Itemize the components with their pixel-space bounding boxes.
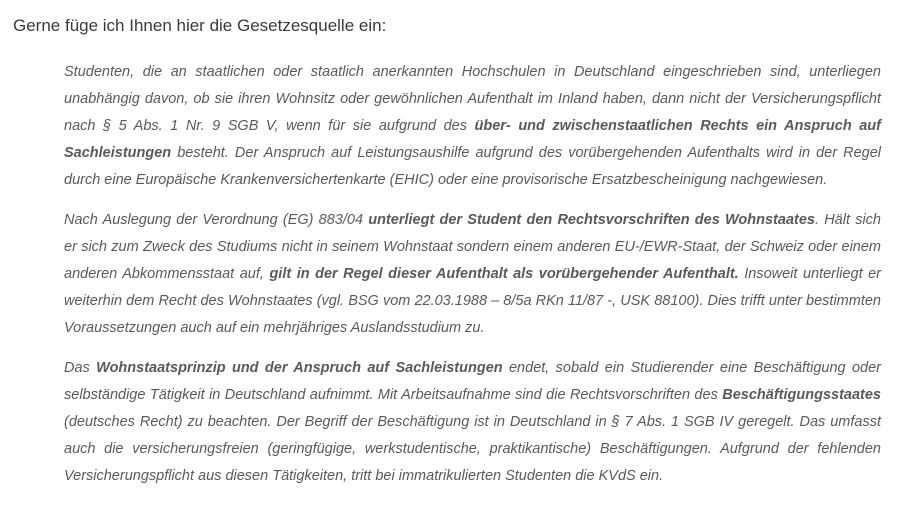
intro-line: Gerne füge ich Ihnen hier die Gesetzesquelle ein: [13, 16, 387, 35]
legal-paragraph-students-insurance: Studenten, die an staatlichen oder staatlich anerkannten Hochschulen in Deutschland eingeschrieben sind, unterliegen unabhängig davon, ob sie ihren Wohnsitz oder gewöhnlichen Aufenthalt im Inland haben, dann nicht der Versicherungspflicht nach § 5 Abs. 1 Nr. 9 SGB V, wenn für sie aufgrund des über- und zwischenstaatlichen Rechts ein Anspruch auf Sachleistungen besteht. Der Anspruch auf Leistungsaushilfe aufgrund des vorübergehenden Aufenthalts wird in der Regel durch eine Europäische Krankenversichertenkarte (EHIC) oder eine provisorische Ersatzbescheinigung nachgewiesen. [64, 64, 881, 188]
legal-paragraph-regulation-883-04: Nach Auslegung der Verordnung (EG) 883/04 unterliegt der Student den Rechtsvorschriften des Wohnstaates. Hält sich er sich zum Zweck des Studiums nicht in seinem Wohnstaat sondern einem anderen EU-/EWR-Staat, der Schweiz oder einem anderen Abkommensstaat auf, gilt in der Regel dieser Aufenthalt als vorübergehender Aufenthalt. Insoweit unterliegt er weiterhin dem Recht des Wohnstaates (vgl. BSG vom 22.03.1988 – 8/5a RKn 11/87 -, USK 88100). Dies trifft unter bestimmten Voraussetzungen auch auf ein mehrjähriges Auslandsstudium zu. [64, 212, 882, 336]
document-page [0, 15, 899, 509]
legal-quote-block [64, 59, 881, 490]
legal-paragraph-wohnstaatsprinzip-end: Das Wohnstaatsprinzip und der Anspruch auf Sachleistungen endet, sobald ein Studierender eine Beschäftigung oder selbständige Tätigkeit in Deutschland aufnimmt. Mit Arbeitsaufnahme sind die Rechtsvorschriften des Beschäftigungsstaates (deutsches Recht) zu beachten. Der Begriff der Beschäftigung ist in Deutschland in § 7 Abs. 1 SGB IV geregelt. Das umfasst auch die versicherungsfreien (geringfügige, werkstudentische, praktikantische) Beschäftigungen. Aufgrund der fehlenden Versicherungspflicht aus diesen Tätigkeiten, tritt bei immatrikulierten Studenten die KVdS ein. [64, 360, 881, 484]
